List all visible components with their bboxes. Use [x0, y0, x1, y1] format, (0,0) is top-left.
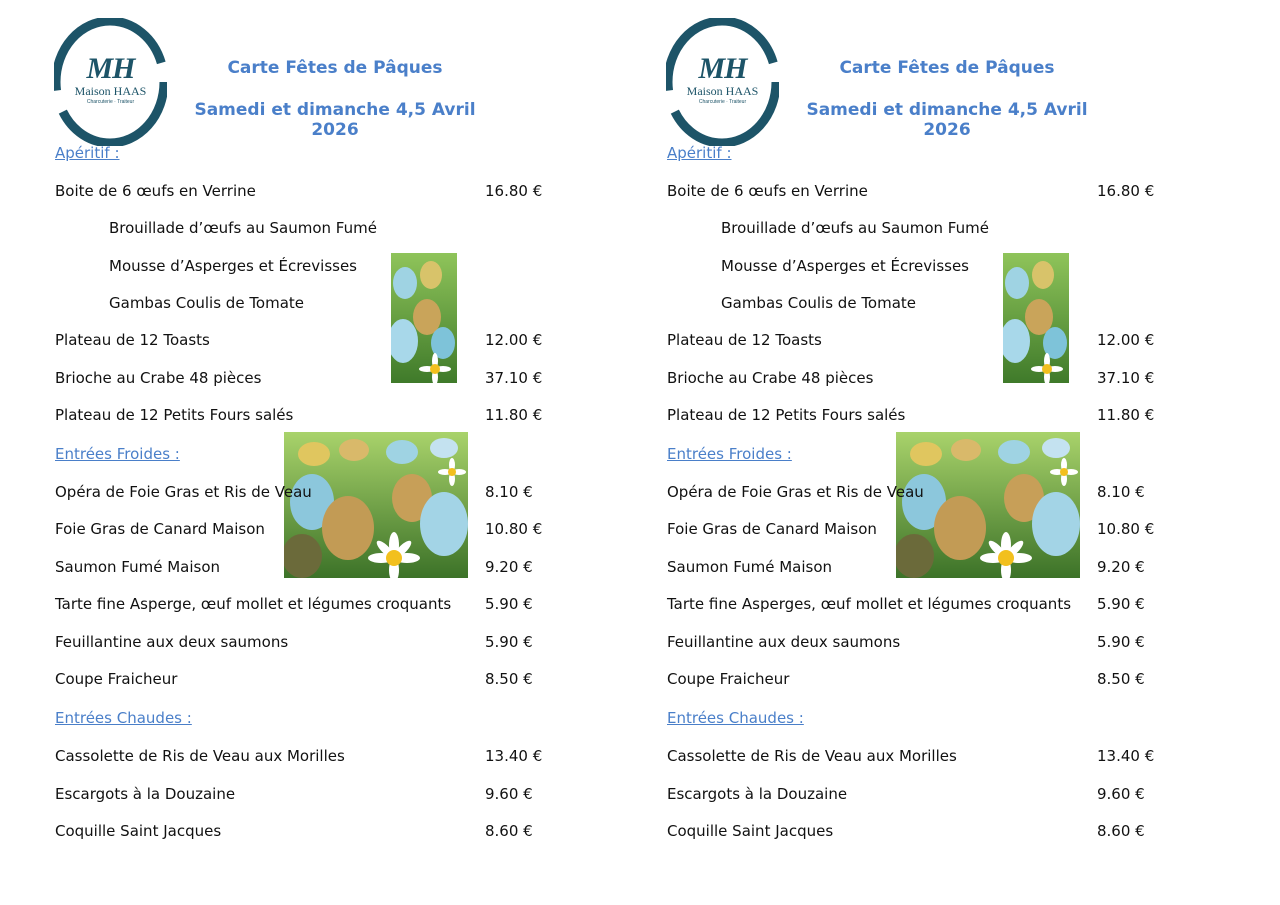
- item-price: 8.50 €: [1097, 670, 1145, 688]
- easter-eggs-photo: [284, 432, 468, 578]
- item-price: 10.80 €: [485, 520, 543, 538]
- menu-subitem: Gambas Coulis de Tomate: [109, 294, 305, 312]
- item-price: 12.00 €: [485, 331, 543, 349]
- menu-subitem: Mousse d’Asperges et Écrevisses: [109, 257, 357, 275]
- item-price: 16.80 €: [1097, 182, 1155, 200]
- section-entrees-froides: Entrées Froides :: [667, 445, 792, 463]
- maison-haas-logo: [54, 18, 167, 146]
- menu-item: Foie Gras de Canard Maison: [55, 520, 265, 538]
- menu-item: Boite de 6 œufs en Verrine: [667, 182, 868, 200]
- menu-item: Brioche au Crabe 48 pièces: [667, 369, 874, 387]
- menu-item: Coquille Saint Jacques: [55, 822, 222, 840]
- menu-item: Tarte fine Asperges, œuf mollet et légumes croquants: [667, 595, 1072, 613]
- easter-eggs-photo: [896, 432, 1080, 578]
- logo-name: Maison HAAS: [74, 84, 147, 98]
- menu-item: Feuillantine aux deux saumons: [55, 633, 289, 651]
- item-price: 8.10 €: [485, 483, 533, 501]
- menu-subitem: Gambas Coulis de Tomate: [721, 294, 917, 312]
- menu-item: Saumon Fumé Maison: [55, 558, 221, 576]
- item-price: 9.20 €: [1097, 558, 1145, 576]
- item-price: 10.80 €: [1097, 520, 1155, 538]
- menu-item: Brioche au Crabe 48 pièces: [55, 369, 262, 387]
- menu-item: Feuillantine aux deux saumons: [667, 633, 901, 651]
- item-price: 11.80 €: [1097, 406, 1155, 424]
- easter-eggs-photo: [391, 253, 457, 383]
- menu-item: Plateau de 12 Petits Fours salés: [667, 406, 906, 424]
- maison-haas-logo: [666, 18, 779, 146]
- item-price: 12.00 €: [1097, 331, 1155, 349]
- item-price: 8.60 €: [485, 822, 533, 840]
- item-price: 13.40 €: [485, 747, 543, 765]
- menu-item: Plateau de 12 Petits Fours salés: [55, 406, 294, 424]
- logo-name: Maison HAAS: [686, 84, 759, 98]
- logo-tagline: Charcuterie · Traiteur: [86, 99, 135, 105]
- menu-item: Coquille Saint Jacques: [667, 822, 834, 840]
- menu-item: Foie Gras de Canard Maison: [667, 520, 877, 538]
- logo-initials: MH: [698, 52, 747, 85]
- item-price: 37.10 €: [485, 369, 543, 387]
- menu-item: Opéra de Foie Gras et Ris de Veau: [667, 483, 924, 501]
- item-price: 9.20 €: [485, 558, 533, 576]
- menu-item: Plateau de 12 Toasts: [55, 331, 210, 349]
- menu-item: Escargots à la Douzaine: [55, 785, 236, 803]
- menu-item: Opéra de Foie Gras et Ris de Veau: [55, 483, 312, 501]
- menu-subitem: Mousse d’Asperges et Écrevisses: [721, 257, 969, 275]
- item-price: 5.90 €: [485, 595, 533, 613]
- menu-item: Coupe Fraicheur: [667, 670, 790, 688]
- menu-page-right: [612, 0, 1252, 905]
- menu-item: Escargots à la Douzaine: [667, 785, 848, 803]
- menu-item: Cassolette de Ris de Veau aux Morilles: [667, 747, 957, 765]
- menu-item: Tarte fine Asperge, œuf mollet et légumes croquants: [55, 595, 452, 613]
- section-entrees-chaudes: Entrées Chaudes :: [55, 709, 192, 727]
- menu-item: Coupe Fraicheur: [55, 670, 178, 688]
- section-aperitif: Apéritif :: [667, 144, 732, 162]
- item-price: 9.60 €: [1097, 785, 1145, 803]
- item-price: 9.60 €: [485, 785, 533, 803]
- logo-initials: MH: [86, 52, 135, 85]
- item-price: 16.80 €: [485, 182, 543, 200]
- logo-tagline: Charcuterie · Traiteur: [698, 99, 747, 105]
- item-price: 37.10 €: [1097, 369, 1155, 387]
- item-price: 5.90 €: [1097, 633, 1145, 651]
- item-price: 8.10 €: [1097, 483, 1145, 501]
- menu-subtitle: Samedi et dimanche 4,5 Avril 2026: [194, 100, 476, 140]
- menu-title: Carte Fêtes de Pâques: [227, 58, 443, 78]
- section-entrees-chaudes: Entrées Chaudes :: [667, 709, 804, 727]
- section-aperitif: Apéritif :: [55, 144, 120, 162]
- menu-subtitle: Samedi et dimanche 4,5 Avril 2026: [806, 100, 1088, 140]
- item-price: 8.50 €: [485, 670, 533, 688]
- item-price: 11.80 €: [485, 406, 543, 424]
- item-price: 13.40 €: [1097, 747, 1155, 765]
- menu-item: Boite de 6 œufs en Verrine: [55, 182, 256, 200]
- section-entrees-froides: Entrées Froides :: [55, 445, 180, 463]
- menu-item: Cassolette de Ris de Veau aux Morilles: [55, 747, 345, 765]
- item-price: 5.90 €: [485, 633, 533, 651]
- menu-item: Plateau de 12 Toasts: [667, 331, 822, 349]
- menu-subitem: Brouillade d’œufs au Saumon Fumé: [109, 219, 377, 237]
- menu-title: Carte Fêtes de Pâques: [839, 58, 1055, 78]
- easter-eggs-photo: [1003, 253, 1069, 383]
- menu-item: Saumon Fumé Maison: [667, 558, 833, 576]
- item-price: 5.90 €: [1097, 595, 1145, 613]
- menu-subitem: Brouillade d’œufs au Saumon Fumé: [721, 219, 989, 237]
- item-price: 8.60 €: [1097, 822, 1145, 840]
